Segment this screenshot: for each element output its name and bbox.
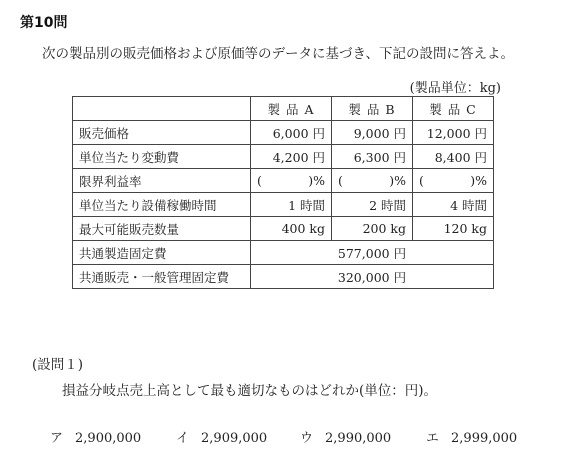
row-label-sales-price: 販売価格 bbox=[73, 121, 251, 145]
row-label-machine-hours: 単位当たり設備稼働時間 bbox=[73, 193, 251, 217]
blank-close-paren: )% bbox=[389, 173, 406, 188]
choice-key: ア bbox=[50, 431, 64, 446]
cell-machine-hours-b: 2 時間 bbox=[332, 193, 413, 217]
cell-common-sga-fixed-cost: 320,000 円 bbox=[251, 265, 494, 289]
header-product-c: 製 品 C bbox=[413, 97, 494, 121]
table-row bbox=[73, 145, 494, 169]
unit-note: (製品単位：kg) bbox=[409, 81, 501, 96]
cell-marginal-profit-ratio-c bbox=[413, 169, 494, 193]
choice-value: 2,999,000 bbox=[451, 431, 518, 446]
row-label-variable-cost: 単位当たり変動費 bbox=[73, 145, 251, 169]
subquestion-title: (設問１) bbox=[32, 357, 84, 373]
cell-machine-hours-c: 4 時間 bbox=[413, 193, 494, 217]
cell-machine-hours-a: 1 時間 bbox=[251, 193, 332, 217]
header-blank bbox=[73, 97, 251, 121]
choice-value: 2,909,000 bbox=[201, 431, 268, 446]
cell-common-manufacturing-fixed-cost: 577,000 円 bbox=[251, 241, 494, 265]
cell-marginal-profit-ratio-a bbox=[251, 169, 332, 193]
table-row bbox=[73, 241, 494, 265]
blank-open-paren: ( bbox=[419, 173, 424, 188]
table-row bbox=[73, 121, 494, 145]
subquestion-text: 損益分岐点売上高として最も適切なものはどれか(単位：円)。 bbox=[62, 383, 438, 399]
header-product-b: 製 品 B bbox=[332, 97, 413, 121]
choice-value: 2,990,000 bbox=[325, 431, 392, 446]
choice-a[interactable] bbox=[50, 427, 141, 446]
choice-i[interactable] bbox=[176, 427, 267, 446]
row-label-marginal-profit-ratio: 限界利益率 bbox=[73, 169, 251, 193]
cell-variable-cost-a: 4,200 円 bbox=[251, 145, 332, 169]
cell-variable-cost-b: 6,300 円 bbox=[332, 145, 413, 169]
row-label-common-manufacturing-fixed-cost: 共通製造固定費 bbox=[73, 241, 251, 265]
row-label-max-sales-quantity: 最大可能販売数量 bbox=[73, 217, 251, 241]
table-row bbox=[73, 217, 494, 241]
cell-max-sales-quantity-b: 200 kg bbox=[332, 217, 413, 241]
table-header-row bbox=[73, 97, 494, 121]
row-label-common-sga-fixed-cost: 共通販売・一般管理固定費 bbox=[73, 265, 251, 289]
cell-marginal-profit-ratio-b bbox=[332, 169, 413, 193]
choice-value: 2,900,000 bbox=[75, 431, 142, 446]
choice-e[interactable] bbox=[426, 427, 517, 446]
choice-u[interactable] bbox=[300, 427, 391, 446]
question-number: 第10問 bbox=[20, 15, 68, 31]
blank-close-paren: )% bbox=[308, 173, 325, 188]
cell-max-sales-quantity-c: 120 kg bbox=[413, 217, 494, 241]
cell-sales-price-a: 6,000 円 bbox=[251, 121, 332, 145]
cell-variable-cost-c: 8,400 円 bbox=[413, 145, 494, 169]
choice-key: ウ bbox=[300, 431, 314, 446]
cell-sales-price-b: 9,000 円 bbox=[332, 121, 413, 145]
cell-sales-price-c: 12,000 円 bbox=[413, 121, 494, 145]
choice-key: イ bbox=[176, 431, 190, 446]
choice-key: エ bbox=[426, 431, 440, 446]
blank-close-paren: )% bbox=[470, 173, 487, 188]
blank-open-paren: ( bbox=[257, 173, 262, 188]
question-intro: 次の製品別の販売価格および原価等のデータに基づき、下記の設問に答えよ。 bbox=[42, 46, 514, 62]
table-row bbox=[73, 169, 494, 193]
product-data-table bbox=[72, 96, 494, 289]
blank-open-paren: ( bbox=[338, 173, 343, 188]
table-row bbox=[73, 265, 494, 289]
header-product-a: 製 品 A bbox=[251, 97, 332, 121]
cell-max-sales-quantity-a: 400 kg bbox=[251, 217, 332, 241]
table-row bbox=[73, 193, 494, 217]
